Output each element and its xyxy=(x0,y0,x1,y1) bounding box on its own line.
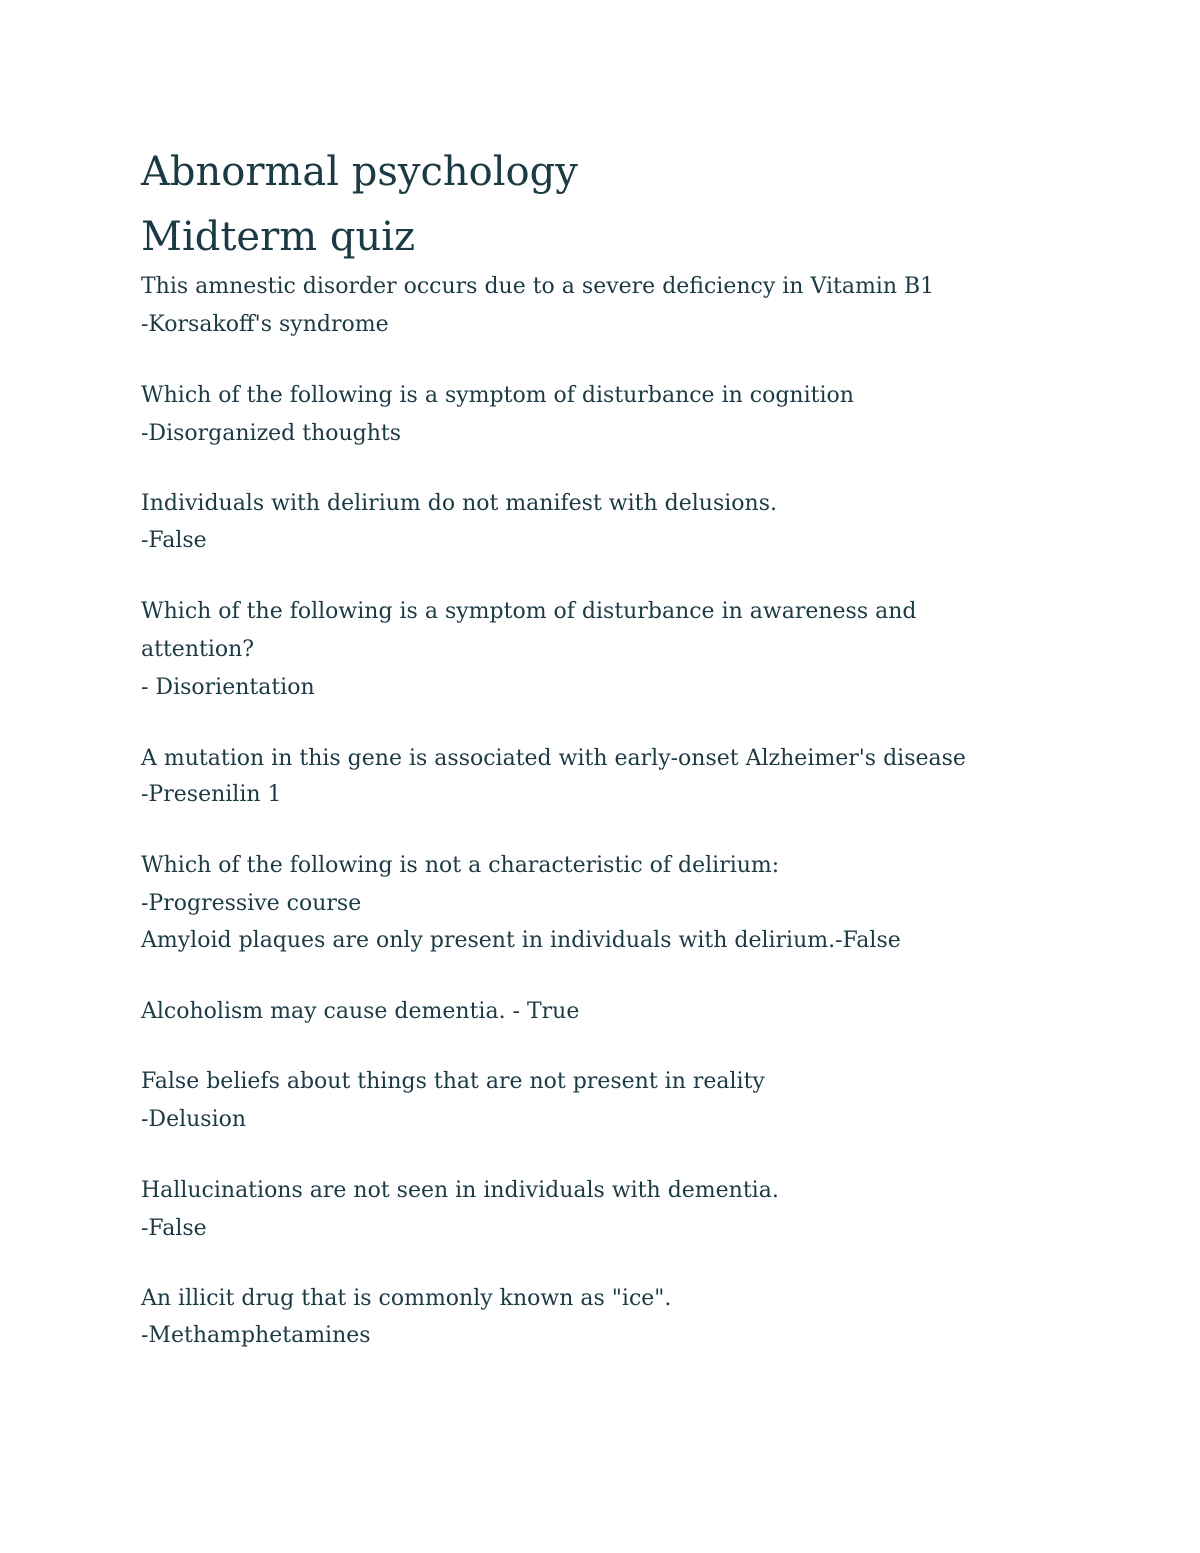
question-4-line-1: Which of the following is a symptom of disturbance in awareness and xyxy=(141,599,917,624)
answer-10: -Methamphetamines xyxy=(141,1323,371,1348)
question-2: Which of the following is a symptom of disturbance in cognition xyxy=(141,383,854,408)
statement-amyloid: Amyloid plaques are only present in individuals with delirium.-False xyxy=(141,928,901,953)
title-line-1: Abnormal psychology xyxy=(141,149,578,195)
statement-alcoholism: Alcoholism may cause dementia. - True xyxy=(141,999,580,1024)
question-5: A mutation in this gene is associated with early-onset Alzheimer's disease xyxy=(141,746,966,771)
question-6: Which of the following is not a characteristic of delirium: xyxy=(141,853,780,878)
question-3: Individuals with delirium do not manifest with delusions. xyxy=(141,491,777,516)
question-4-line-2: attention? xyxy=(141,637,255,662)
answer-5: -Presenilin 1 xyxy=(141,782,282,807)
question-9: Hallucinations are not seen in individuals with dementia. xyxy=(141,1178,779,1203)
answer-4: - Disorientation xyxy=(141,675,315,700)
answer-9: -False xyxy=(141,1216,207,1241)
answer-6: -Progressive course xyxy=(141,891,362,916)
answer-3: -False xyxy=(141,528,207,553)
question-10: An illicit drug that is commonly known as "ice". xyxy=(141,1286,672,1311)
answer-8: -Delusion xyxy=(141,1107,247,1132)
title-line-2: Midterm quiz xyxy=(141,214,416,260)
question-8: False beliefs about things that are not present in reality xyxy=(141,1069,765,1094)
answer-2: -Disorganized thoughts xyxy=(141,421,402,446)
answer-1: -Korsakoff's syndrome xyxy=(141,312,389,337)
question-1: This amnestic disorder occurs due to a severe deficiency in Vitamin B1 xyxy=(141,274,935,299)
